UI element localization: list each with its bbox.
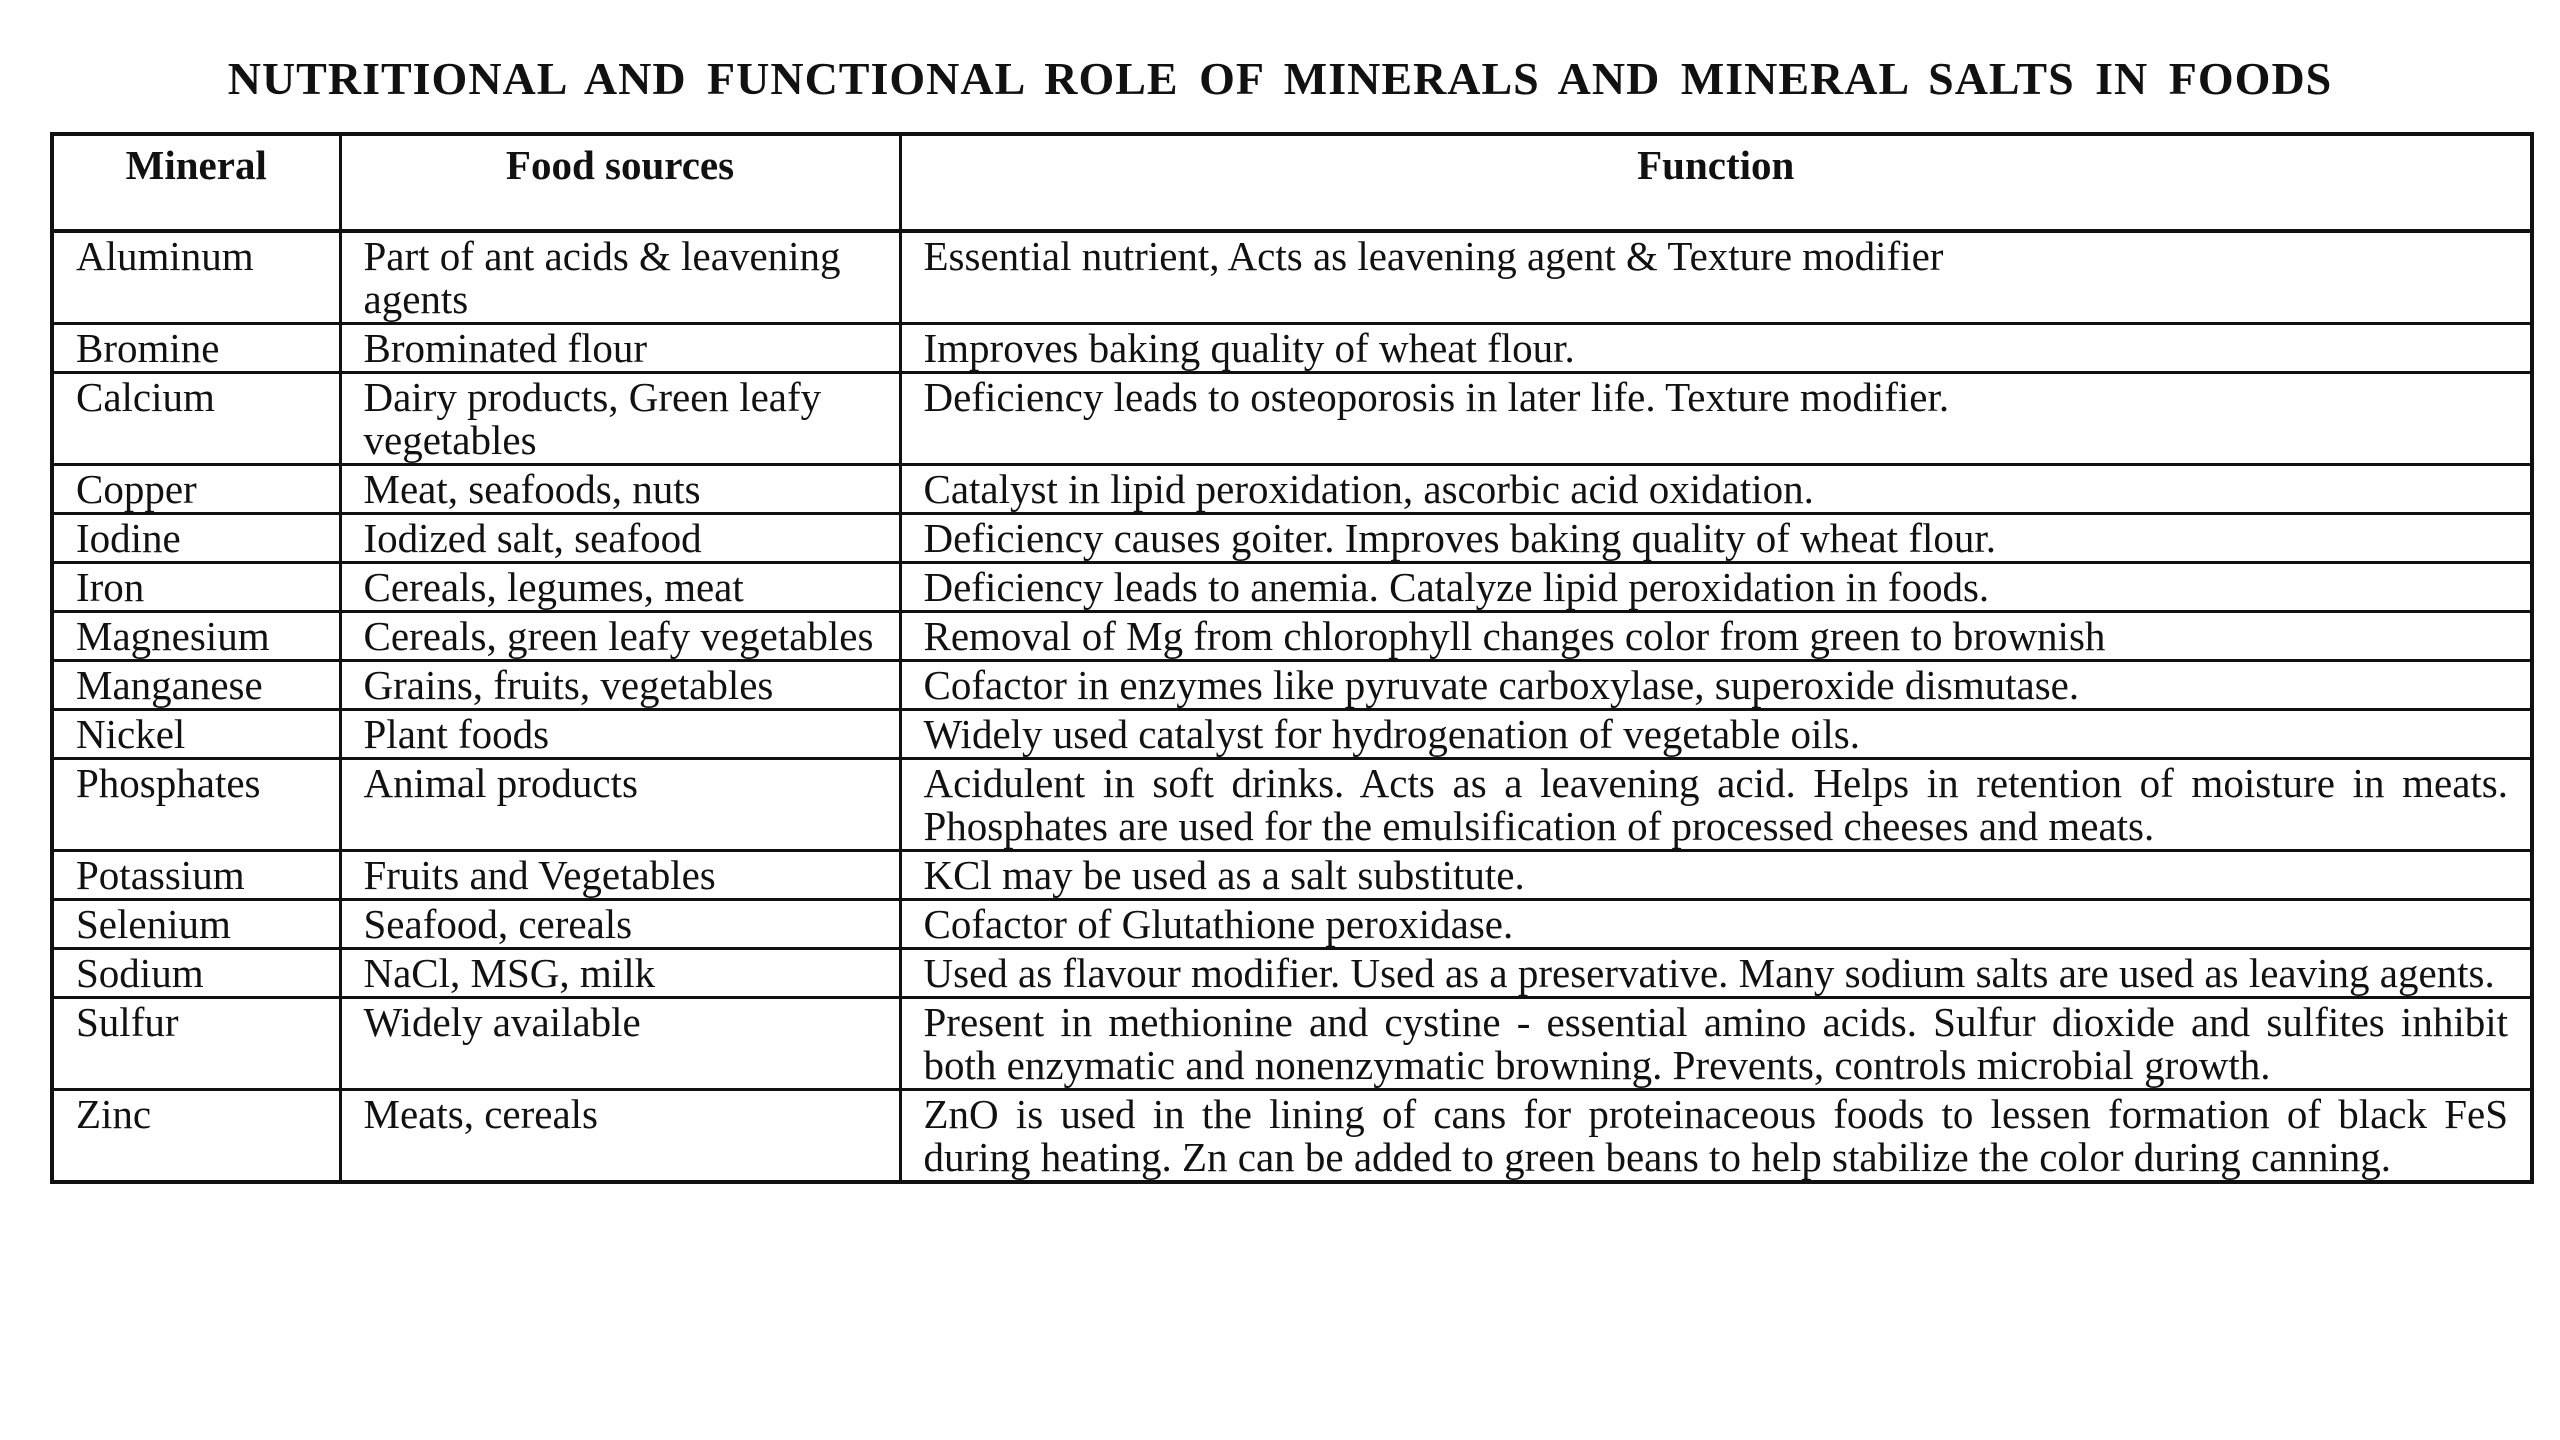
function-cell: Deficiency leads to anemia. Catalyze lipid peroxidation in foods. [900, 563, 2532, 612]
function-cell: Present in methionine and cystine - essential amino acids. Sulfur dioxide and sulfites inhibit both enzymatic and nonenzymatic browning. Prevents, controls microbial growth. [900, 998, 2532, 1090]
table-row [52, 710, 2532, 759]
food-sources-cell: Iodized salt, seafood [340, 514, 900, 563]
mineral-cell: Bromine [52, 324, 340, 373]
mineral-cell: Selenium [52, 900, 340, 949]
mineral-cell: Nickel [52, 710, 340, 759]
mineral-cell: Sulfur [52, 998, 340, 1090]
table-row [52, 563, 2532, 612]
food-sources-cell: Meat, seafoods, nuts [340, 465, 900, 514]
table-row [52, 514, 2532, 563]
function-cell: Cofactor in enzymes like pyruvate carboxylase, superoxide dismutase. [900, 661, 2532, 710]
table-row [52, 661, 2532, 710]
mineral-cell: Aluminum [52, 231, 340, 324]
table-row [52, 324, 2532, 373]
food-sources-cell: Part of ant acids & leavening agents [340, 231, 900, 324]
food-sources-cell: Widely available [340, 998, 900, 1090]
page-title: NUTRITIONAL AND FUNCTIONAL ROLE OF MINERALS AND MINERAL SALTS IN FOODS [227, 53, 2333, 104]
function-cell: Acidulent in soft drinks. Acts as a leavening acid. Helps in retention of moisture in meats. Phosphates are used for the emulsification of processed cheeses and meats. [900, 759, 2532, 851]
food-sources-cell: Dairy products, Green leafy vegetables [340, 373, 900, 465]
table-row [52, 465, 2532, 514]
table-row [52, 998, 2532, 1090]
mineral-cell: Potassium [52, 851, 340, 900]
function-cell: Improves baking quality of wheat flour. [900, 324, 2532, 373]
mineral-cell: Zinc [52, 1090, 340, 1183]
mineral-cell: Sodium [52, 949, 340, 998]
function-cell: Cofactor of Glutathione peroxidase. [900, 900, 2532, 949]
function-cell: KCl may be used as a salt substitute. [900, 851, 2532, 900]
mineral-cell: Iron [52, 563, 340, 612]
column-header-food-sources: Food sources [340, 134, 900, 231]
mineral-cell: Manganese [52, 661, 340, 710]
mineral-cell: Magnesium [52, 612, 340, 661]
table-row [52, 612, 2532, 661]
mineral-cell: Phosphates [52, 759, 340, 851]
food-sources-cell: Meats, cereals [340, 1090, 900, 1183]
table-row [52, 759, 2532, 851]
food-sources-cell: Seafood, cereals [340, 900, 900, 949]
mineral-cell: Copper [52, 465, 340, 514]
food-sources-cell: Fruits and Vegetables [340, 851, 900, 900]
food-sources-cell: NaCl, MSG, milk [340, 949, 900, 998]
food-sources-cell: Cereals, green leafy vegetables [340, 612, 900, 661]
table-header-row [52, 134, 2532, 231]
table-row [52, 949, 2532, 998]
food-sources-cell: Animal products [340, 759, 900, 851]
function-cell: Deficiency causes goiter. Improves baking quality of wheat flour. [900, 514, 2532, 563]
mineral-cell: Iodine [52, 514, 340, 563]
table-row [52, 1090, 2532, 1183]
food-sources-cell: Plant foods [340, 710, 900, 759]
function-cell: Catalyst in lipid peroxidation, ascorbic acid oxidation. [900, 465, 2532, 514]
column-header-mineral: Mineral [52, 134, 340, 231]
function-cell: Essential nutrient, Acts as leavening agent & Texture modifier [900, 231, 2532, 324]
column-header-function: Function [900, 134, 2532, 231]
minerals-table [50, 132, 2534, 1184]
mineral-cell: Calcium [52, 373, 340, 465]
table-row [52, 851, 2532, 900]
table-row [52, 900, 2532, 949]
food-sources-cell: Grains, fruits, vegetables [340, 661, 900, 710]
function-cell: Removal of Mg from chlorophyll changes color from green to brownish [900, 612, 2532, 661]
table-row [52, 231, 2532, 324]
function-cell: Widely used catalyst for hydrogenation of vegetable oils. [900, 710, 2532, 759]
food-sources-cell: Brominated flour [340, 324, 900, 373]
food-sources-cell: Cereals, legumes, meat [340, 563, 900, 612]
function-cell: Used as flavour modifier. Used as a preservative. Many sodium salts are used as leaving agents. [900, 949, 2532, 998]
function-cell: ZnO is used in the lining of cans for proteinaceous foods to lessen formation of black FeS during heating. Zn can be added to green beans to help stabilize the color during canning. [900, 1090, 2532, 1183]
table-row [52, 373, 2532, 465]
function-cell: Deficiency leads to osteoporosis in later life. Texture modifier. [900, 373, 2532, 465]
